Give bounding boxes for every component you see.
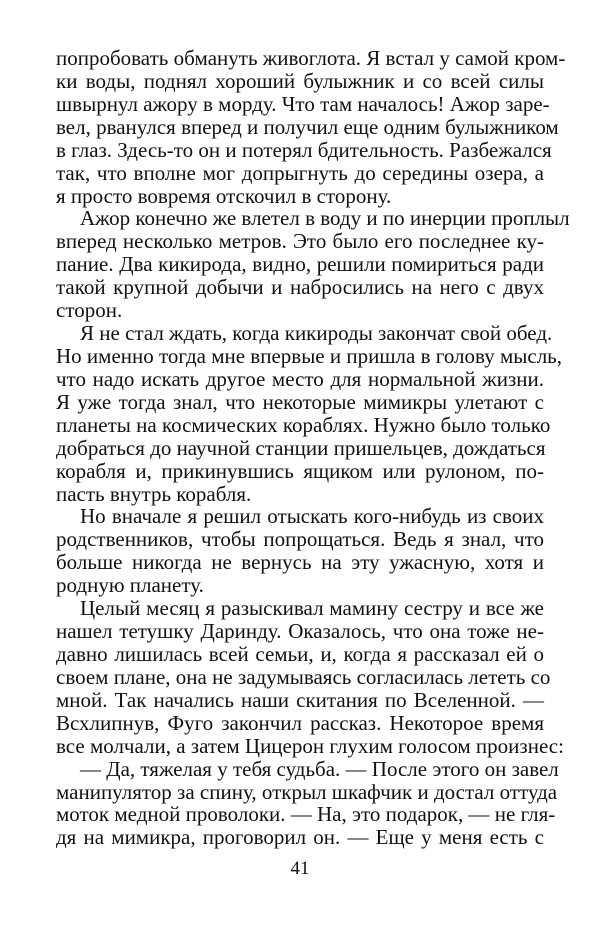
text-line: вперед несколько метров. Это было его последнее ку-: [56, 229, 544, 254]
page-body: [56, 46, 570, 850]
text-line: попробовать обмануть живоглота. Я встал у самой кром-: [56, 46, 566, 70]
text-line: Я уже тогда знал, что некоторые мимикры улетают с: [56, 389, 544, 414]
text-line: вел, рванулся вперед и получил еще одним булыжником: [56, 114, 559, 139]
text-line: все молчали, а затем Цицерон глухим голосом произнес:: [56, 733, 564, 758]
text-line: сторон.: [56, 298, 123, 323]
text-line: родственников, чтобы попрощаться. Ведь я знал, что: [56, 527, 544, 552]
text-line: мной. Так начались наши скитания по Вселенной. —: [56, 687, 544, 712]
text-line: Я не стал ждать, когда кикироды закончат свой обед.: [80, 321, 553, 346]
text-line: родную планету.: [56, 573, 204, 598]
text-line: своем плане, она не задумываясь согласилась лететь со: [56, 664, 551, 689]
text-line: больше никогда не вернусь на эту ужасную, хотя и: [56, 550, 544, 575]
text-line: — Да, тяжелая у тебя судьба. — После этого он завел: [80, 756, 559, 781]
text-line: Целый месяц я разыскивал мамину сестру и все же: [80, 596, 544, 621]
text-line: я просто вовремя отскочил в сторону.: [56, 183, 392, 208]
text-line: Ажор конечно же влетел в воду и по инерции проплыл: [80, 206, 570, 231]
page-number: 41: [290, 858, 310, 879]
text-line: ки воды, поднял хороший булыжник и со всей силы: [56, 68, 544, 93]
text-line: нашел тетушку Даринду. Оказалось, что она тоже не-: [56, 619, 544, 644]
text-line: корабля и, прикинувшись ящиком или рулоном, по-: [56, 458, 544, 483]
text-line: пание. Два кикирода, видно, решили помириться ради: [56, 252, 544, 277]
text-line: в глаз. Здесь-то он и потерял бдительность. Разбежался: [56, 137, 552, 162]
text-line: Но вначале я решил отыскать кого-нибудь из своих: [80, 504, 544, 529]
text-line: швырнул ажору в морду. Что там началось! Ажор заре-: [56, 91, 550, 116]
text-line: добраться до научной станции пришельцев, дождаться: [56, 435, 546, 460]
text-line: что надо искать другое место для нормальной жизни.: [56, 366, 544, 391]
text-line: Всхлипнув, Фуго закончил рассказ. Некоторое время: [56, 710, 544, 735]
text-line: моток медной проволоки. — На, это подарок, — не гля-: [56, 802, 556, 827]
text-line: манипулятор за спину, открыл шкафчик и достал оттуда: [56, 779, 558, 804]
text-line: планеты на космических кораблях. Нужно было только: [56, 412, 551, 437]
text-line: так, что вполне мог допрыгнуть до середины озера, а: [56, 160, 544, 185]
text-line: дя на мимикра, проговорил он. — Еще у меня есть с: [56, 825, 544, 850]
text-line: Но именно тогда мне впервые и пришла в голову мысль,: [56, 343, 562, 368]
text-line: давно лишилась всей семьи, и, когда я рассказал ей о: [56, 641, 544, 666]
text-line: пасть внутрь корабля.: [56, 481, 252, 506]
text-line: такой крупной добычи и набросились на него с двух: [56, 275, 544, 300]
